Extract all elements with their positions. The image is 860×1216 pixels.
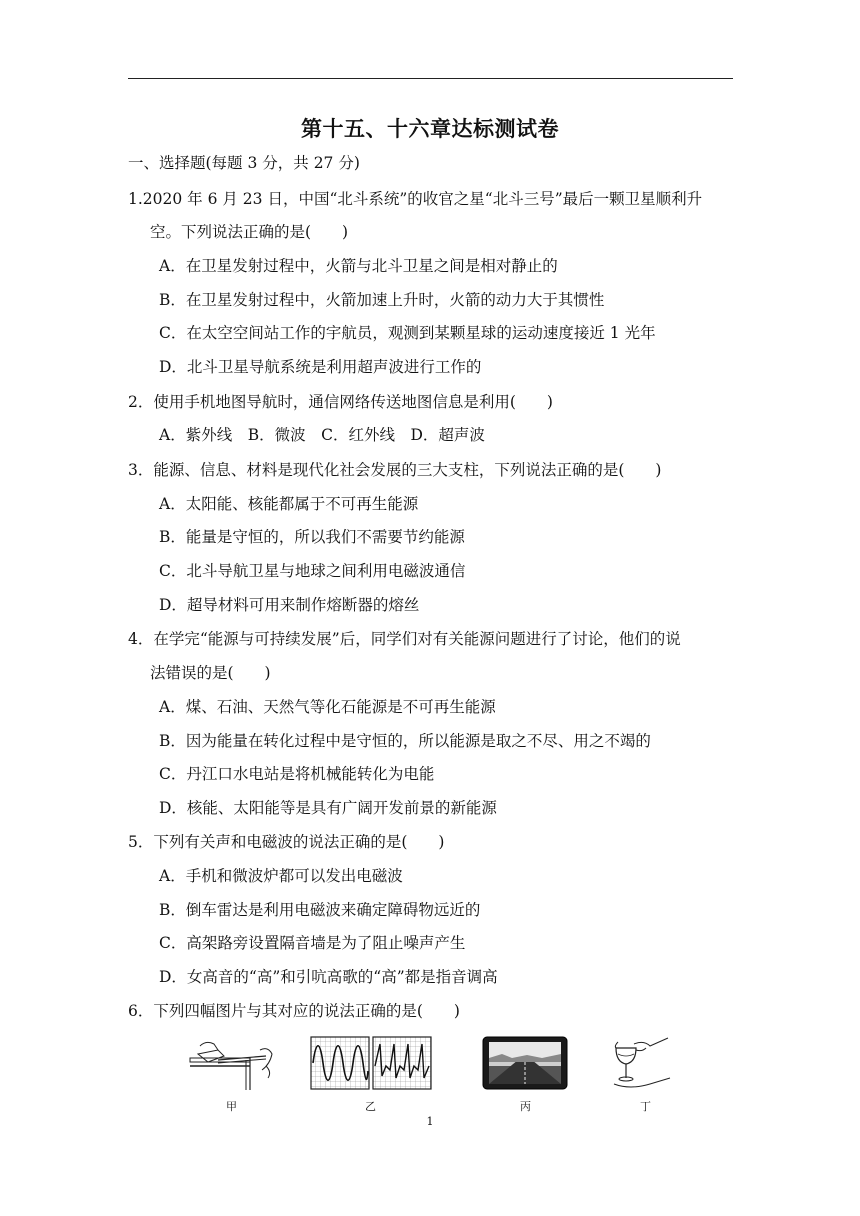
question-4-stem-line1: 4．在学完“能源与可持续发展”后，同学们对有关能源问题进行了讨论，他们的说 <box>128 630 681 648</box>
figure-label-bing: 丙 <box>520 1100 531 1113</box>
page-number: 1 <box>426 1115 434 1128</box>
question-4-option-d: D．核能、太阳能等是具有广阔开发前景的新能源 <box>159 799 497 817</box>
question-6-figures <box>180 1034 680 1114</box>
question-3-option-a: A．太阳能、核能都属于不可再生能源 <box>159 495 419 513</box>
question-3-option-c: C．北斗导航卫星与地球之间利用电磁波通信 <box>159 562 466 580</box>
question-1-option-d: D．北斗卫星导航系统是利用超声波进行工作的 <box>159 358 482 376</box>
question-3-option-b: B．能量是守恒的，所以我们不需要节约能源 <box>159 528 465 546</box>
question-1-stem-line1: 1.2020 年 6 月 23 日，中国“北斗系统”的收官之星“北斗三号”最后一颗卫星顺利升 <box>128 190 703 208</box>
question-5-option-c: C．高架路旁设置隔音墙是为了阻止噪声产生 <box>159 934 466 952</box>
question-4-option-c: C．丹江口水电站是将机械能转化为电能 <box>159 765 435 783</box>
question-5-option-b: B．倒车雷达是利用电磁波来确定障碍物远近的 <box>159 901 481 919</box>
section-heading: 一、选择题(每题 3 分，共 27 分) <box>128 154 360 172</box>
header-rule <box>128 78 733 79</box>
question-4-option-b: B．因为能量在转化过程中是守恒的，所以能源是取之不尽、用之不竭的 <box>159 732 651 750</box>
question-5-option-d: D．女高音的“高”和引吭高歌的“高”都是指音调高 <box>159 968 498 986</box>
question-6-stem: 6．下列四幅图片与其对应的说法正确的是( ) <box>128 1002 460 1020</box>
question-5-option-a: A．手机和微波炉都可以发出电磁波 <box>159 867 403 885</box>
question-4-option-a: A．煤、石油、天然气等化石能源是不可再生能源 <box>159 698 496 716</box>
question-2-stem: 2．使用手机地图导航时，通信网络传送地图信息是利用( ) <box>128 393 553 411</box>
question-3-option-d: D．超导材料可用来制作熔断器的熔丝 <box>159 596 420 614</box>
page-title: 第十五、十六章达标测试卷 <box>301 117 559 141</box>
question-3-stem: 3．能源、信息、材料是现代化社会发展的三大支柱，下列说法正确的是( ) <box>128 461 662 479</box>
question-1-option-a: A．在卫星发射过程中，火箭与北斗卫星之间是相对静止的 <box>159 257 558 275</box>
figure-label-ding: 丁 <box>640 1100 651 1113</box>
figure-label-yi: 乙 <box>365 1100 376 1113</box>
tablet-road-figure <box>482 1036 568 1090</box>
question-2-options: A．紫外线 B．微波 C．红外线 D．超声波 <box>159 426 485 444</box>
question-4-stem-line2: 法错误的是( ) <box>150 664 271 682</box>
waveform-figure <box>310 1036 432 1092</box>
question-1-option-b: B．在卫星发射过程中，火箭加速上升时，火箭的动力大于其惯性 <box>159 291 605 309</box>
question-1-stem-line2: 空。下列说法正确的是( ) <box>150 223 349 241</box>
wine-glass-figure <box>610 1034 674 1092</box>
question-1-option-c: C．在太空空间站工作的宇航员，观测到某颗星球的运动速度接近 1 光年 <box>159 324 656 342</box>
ruler-on-table-figure <box>188 1036 278 1090</box>
figure-label-jia: 甲 <box>226 1100 237 1113</box>
question-5-stem: 5．下列有关声和电磁波的说法正确的是( ) <box>128 833 445 851</box>
